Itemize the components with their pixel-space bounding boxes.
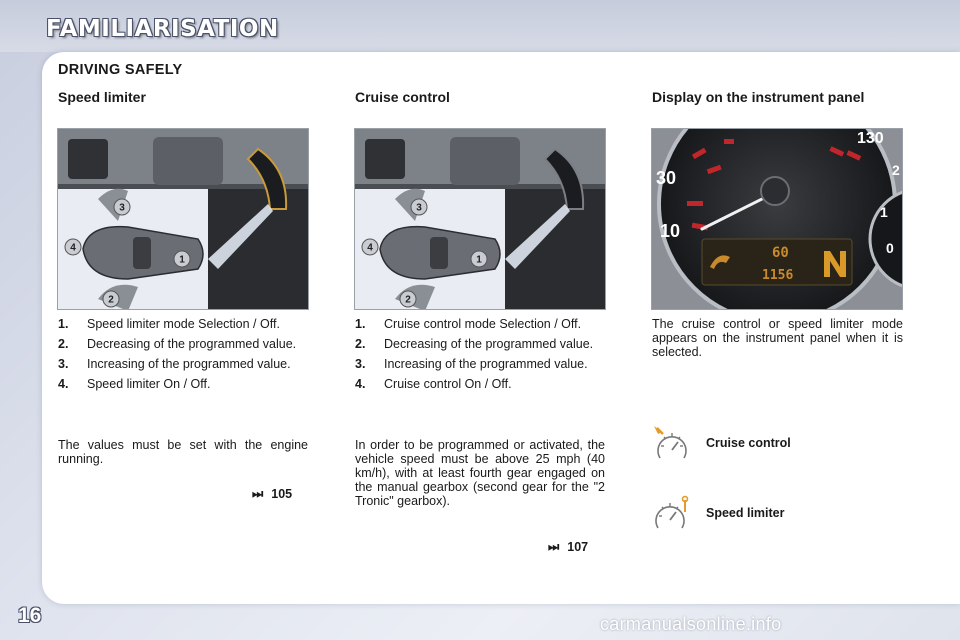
speed-limiter-controls-list	[58, 317, 308, 397]
callout-4: 4	[367, 242, 373, 254]
callout-3: 3	[119, 202, 125, 214]
lcd-speed-value: 60	[772, 245, 789, 261]
gauge-tick-30: 30	[656, 168, 677, 188]
speed-limiter-indicator	[652, 494, 785, 532]
list-item: 2. Decreasing of the programmed value.	[355, 337, 594, 351]
speed-limiter-icon	[652, 494, 692, 532]
speed-limiter-label: Speed limiter	[706, 506, 785, 520]
speed-limiter-heading: Speed limiter	[58, 89, 146, 105]
cruise-control-note: In order to be programmed or activated, the vehicle speed must be above 25 mph (40 km/h), with at least fourth gear engaged on the manual gearbox (second gear for the "2 Tronic" gearbox).	[355, 438, 605, 508]
lcd-odometer: 1156	[762, 268, 794, 283]
callout-2: 2	[108, 294, 114, 306]
cruise-control-controls-list	[355, 317, 605, 397]
cruise-control-indicator	[652, 424, 791, 462]
watermark: carmanualsonline.info	[600, 614, 782, 634]
list-item: 1. Speed limiter mode Selection / Off.	[58, 317, 280, 331]
instrument-panel-photo	[651, 128, 903, 310]
rpm-tick-1: 1	[880, 204, 888, 220]
list-item: 4. Cruise control On / Off.	[355, 377, 512, 391]
cruise-control-heading: Cruise control	[355, 89, 450, 105]
cruise-control-photo	[354, 128, 606, 310]
callout-2: 2	[405, 294, 411, 306]
speed-limiter-photo	[57, 128, 309, 310]
page-title: FAMILIARISATION	[46, 16, 279, 42]
page-reference-arrow-icon: ⏭	[548, 540, 560, 554]
instrument-panel-note: The cruise control or speed limiter mode appears on the instrument panel when it is selected.	[652, 317, 903, 359]
steering-stalk-illustration	[58, 129, 309, 310]
rpm-tick-2: 2	[892, 162, 900, 178]
section-title: DRIVING SAFELY	[58, 62, 183, 78]
cruise-control-label: Cruise control	[706, 436, 791, 450]
page-reference-105[interactable]: ⏭ 105	[252, 487, 293, 501]
list-item: 1. Cruise control mode Selection / Off.	[355, 317, 582, 331]
list-item: 3. Increasing of the programmed value.	[355, 357, 588, 371]
gauge-tick-130: 130	[857, 130, 884, 147]
callout-3: 3	[416, 202, 422, 214]
callout-1: 1	[179, 254, 185, 266]
callout-1: 1	[476, 254, 482, 266]
cruise-control-icon	[652, 424, 692, 462]
page-reference-107[interactable]: ⏭ 107	[548, 540, 589, 554]
list-item: 4. Speed limiter On / Off.	[58, 377, 211, 391]
page-reference-arrow-icon: ⏭	[252, 487, 264, 501]
page-number: 16	[18, 604, 42, 627]
list-item: 3. Increasing of the programmed value.	[58, 357, 291, 371]
instrument-cluster-illustration	[652, 129, 903, 310]
callout-4: 4	[70, 242, 76, 254]
gauge-tick-10: 10	[660, 221, 681, 241]
list-item: 2. Decreasing of the programmed value.	[58, 337, 297, 351]
rpm-tick-0: 0	[886, 240, 894, 256]
speed-limiter-note: The values must be set with the engine running.	[58, 438, 308, 466]
steering-stalk-illustration	[355, 129, 606, 310]
instrument-panel-heading: Display on the instrument panel	[652, 89, 865, 105]
